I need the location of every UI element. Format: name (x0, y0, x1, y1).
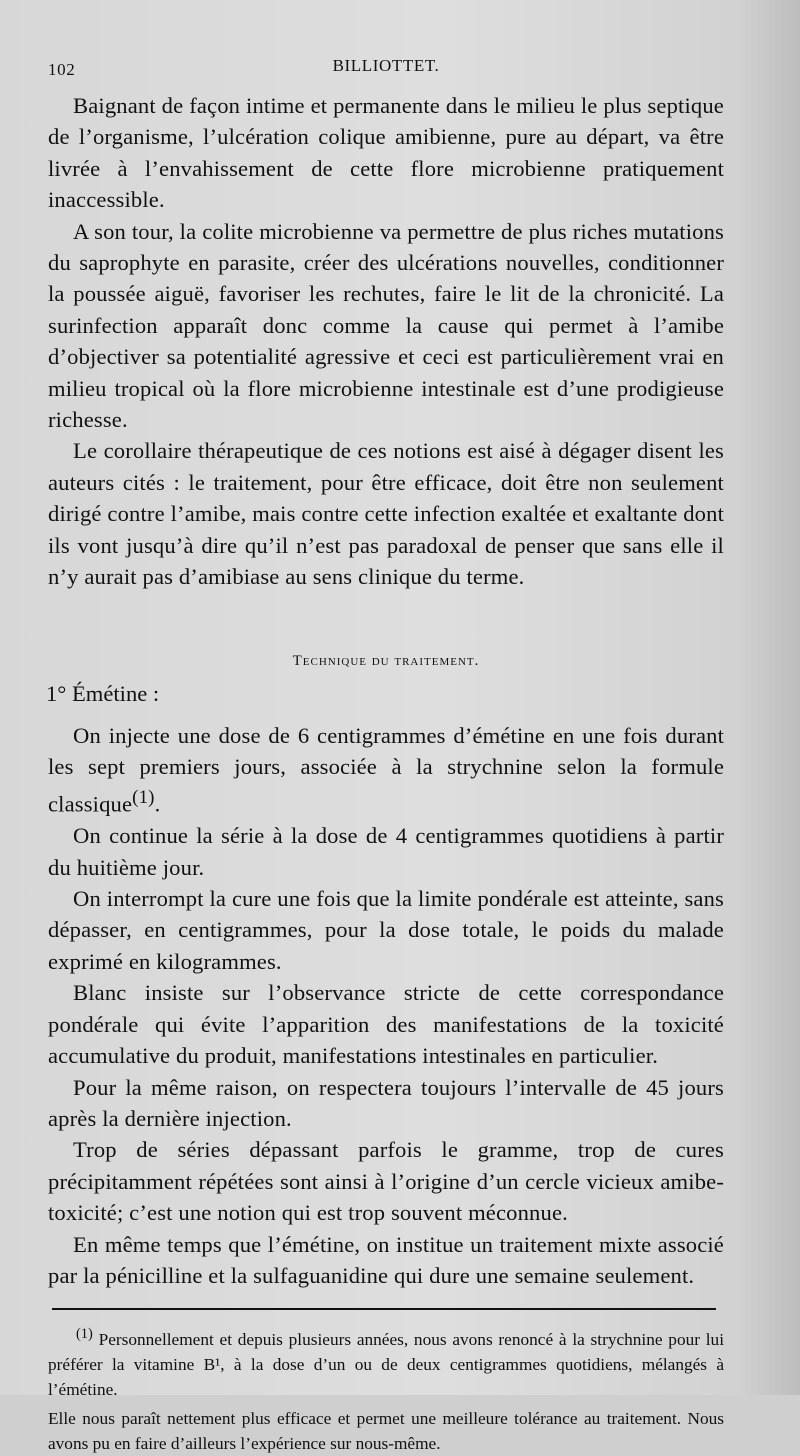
body-paragraph: Le corollaire thérapeutique de ces notions est aisé à dégager disent les auteurs cités : le traitement, pour être efficace, doit être non seulement dirigé contre l’amibe, mais contre cette infection exaltée et exaltante dont ils vont jusqu’à dire qu’il n’est pas paradoxal de penser que sans elle il n’y aurait pas d’amibiase au sens clinique du terme. (48, 438, 724, 590)
body-paragraph: Baignant de façon intime et permanente dans le milieu le plus septique de l’organisme, l’ulcération colique amibienne, pure au départ, va être livrée à l’envahissement de cette flore microbienne pratiquement inaccessible. (48, 93, 724, 213)
footnotes (48, 1322, 724, 1456)
body-paragraph (48, 720, 724, 821)
paragraph-text: On injecte une dose de 6 centigrammes d’émétine en une fois durant les sept premiers jours, associée à la strychnine selon la formule classique (48, 722, 724, 817)
page-number: 102 (48, 60, 76, 79)
body-paragraph: A son tour, la colite microbienne va permettre de plus riches mutations du saprophyte en parasite, créer des ulcérations nouvelles, conditionner la poussée aiguë, favoriser les rechutes, faire le lit de la chronicité. La surinfection apparaît donc comme la cause qui permet à l’amibe d’objectiver sa potentialité agressive et ceci est particulièrement vrai en milieu tropical où la flore microbienne intestinale est d’une prodigieuse richesse. (48, 218, 724, 433)
footnote-1 (48, 1322, 724, 1402)
page-header (48, 48, 724, 90)
body-paragraph: Blanc insiste sur l’observance stricte de cette correspondance pondérale qui évite l’apparition des manifestations de la toxicité accumulative du produit, manifestations intestinales en particulier. (48, 980, 724, 1069)
page-content (48, 48, 724, 1456)
subsection-heading: 1° Émétine : (46, 680, 160, 706)
body-paragraph: On continue la série à la dose de 4 centigrammes quotidiens à partir du huitième jour. (48, 823, 724, 880)
body-paragraph: Trop de séries dépassant parfois le gramme, trop de cures précipitamment répétées sont ainsi à l’origine d’un cercle vicieux amibe-toxicité; c’est une notion qui est trop souvent méconnue. (48, 1137, 724, 1226)
body-paragraph: En même temps que l’émétine, on institue un traitement mixte associé par la pénicilline et la sulfaguanidine qui dure une semaine seulement. (48, 1231, 724, 1288)
footnote-reference: (1) (132, 787, 155, 809)
footnote-marker: (1) (76, 1326, 93, 1343)
paragraph-end: . (154, 791, 161, 817)
footnote-continuation: Elle nous paraît nettement plus efficace et permet une meilleure tolérance au traitement. Nous avons pu en faire d’ailleurs l’expérience sur nous-même. (48, 1409, 724, 1454)
body-paragraph: Pour la même raison, on respectera toujours l’intervalle de 45 jours après la dernière injection. (48, 1074, 724, 1131)
section-heading: Technique du traitement. (292, 652, 480, 669)
running-head: BILLIOTTET. (332, 56, 440, 75)
body-paragraph: On interrompt la cure une fois que la limite pondérale est atteinte, sans dépasser, en centigrammes, pour la dose totale, le poids du malade exprimé en kilogrammes. (48, 886, 724, 974)
footnote-rule (52, 1308, 716, 1310)
footnote-text: Personnellement et depuis plusieurs années, nous avons renoncé à la strychnine pour lui préférer la vitamine B¹, à la dose d’un ou de deux centigrammes quotidiens, mélangés à l’émétine. (48, 1330, 724, 1400)
